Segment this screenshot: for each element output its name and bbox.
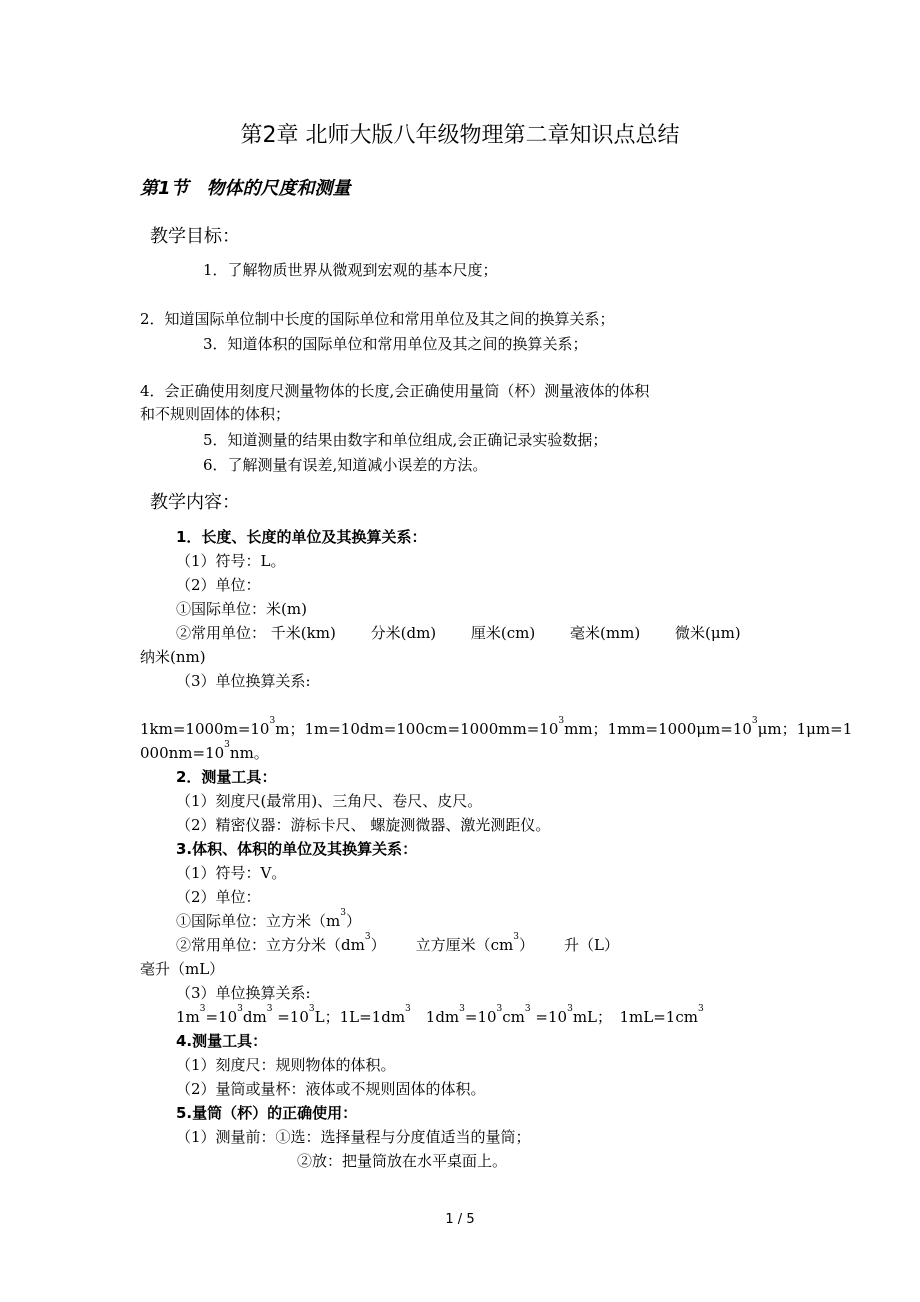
si-text: ） [345,912,361,930]
conv-text: 1dm [410,1008,460,1026]
exponent: 3 [558,716,565,726]
length-heading: 1．长度、长度的单位及其换算关系： [176,528,427,546]
volume-tool-item: （2）量筒或量杯：液体或不规则固体的体积。 [176,1080,486,1098]
volume-common-units-cont: 毫升（mL） [140,960,225,978]
volume-tools-heading: 4.测量工具： [176,1032,268,1050]
conv-text: dm [242,1008,267,1026]
conv-text: μm；1μm=1 [757,720,853,738]
length-conversion-line2 [140,742,269,763]
exponent: 3 [751,716,758,726]
goal-item: 6．了解测量有误差,知道减小误差的方法。 [203,456,488,474]
conv-text: m；1m=10dm=100cm=1000mm=10 [275,720,559,738]
goal-item: 1．了解物质世界从微观到宏观的基本尺度； [203,261,498,279]
cylinder-heading: 5.量筒（杯）的正确使用： [176,1104,358,1122]
conv-text: mm；1mm=1000μm=10 [564,720,752,738]
exponent: 3 [224,740,230,750]
exponent: 3 [496,1004,503,1014]
exponent: 3 [308,1004,315,1014]
document-title: 第2章 北师大版八年级物理第二章知识点总结 [240,123,680,148]
exponent: 3 [266,1004,273,1014]
conv-text: cm [502,1008,525,1026]
unit-dm3: 立方分米（dm [266,936,365,954]
exponent: 3 [340,908,346,918]
volume-si-unit [176,910,361,931]
common-units-label: ②常用单位： [176,624,267,642]
conv-text: L；1L=1dm [314,1008,406,1026]
exponent: 3 [513,932,519,942]
volume-conversion-line [176,1006,704,1027]
length-si-unit: ①国际单位：米(m) [176,600,307,618]
exponent: 3 [567,1004,573,1014]
goal-item: 3．知道体积的国际单位和常用单位及其之间的换算关系； [203,335,588,353]
conv-text: 1m [176,1008,200,1026]
goal-item: 5．知道测量的结果由数字和单位组成,会正确记录实验数据； [203,431,608,449]
cylinder-step: （1）测量前：①选：选择量程与分度值适当的量筒； [176,1128,531,1146]
common-units-label: ②常用单位： [176,936,267,954]
conv-text: =10 [272,1008,309,1026]
conv-text: 1km=1000m=10 [140,720,270,738]
exponent: 3 [524,1004,531,1014]
unit-cm3: 立方厘米（cm [415,936,514,954]
unit-mm: 毫米(mm) [570,624,641,642]
conv-text: =10 [530,1008,568,1026]
conv-text: =10 [464,1008,497,1026]
content-heading: 教学内容： [150,492,240,513]
cylinder-step: ②放：把量筒放在水平桌面上。 [297,1152,508,1170]
unit-cm3: ） [518,936,534,954]
exponent: 3 [364,932,371,942]
unit-dm: 分米(dm) [370,624,437,642]
exponent: 3 [237,1004,243,1014]
goal-item: 和不规则固体的体积； [140,405,291,423]
volume-conversion-label: （3）单位换算关系: [176,984,311,1002]
length-tools-heading: 2．测量工具： [176,768,277,786]
exponent: 3 [405,1004,411,1014]
conv-text: =10 [205,1008,238,1026]
unit-dm3: ） [370,936,386,954]
volume-common-units [176,934,619,955]
exponent: 3 [199,1004,206,1014]
length-common-units [176,622,741,643]
goals-heading: 教学目标： [150,226,240,247]
volume-symbol: （1）符号：V。 [176,864,287,882]
volume-heading: 3.体积、体积的单位及其换算关系： [176,840,418,858]
length-unit: （2）单位： [176,576,261,594]
exponent: 3 [697,1004,704,1014]
goal-item: 2．知道国际单位制中长度的国际单位和常用单位及其之间的换算关系； [140,310,615,328]
conv-text: 000nm=10 [140,744,225,762]
exponent: 3 [269,716,276,726]
length-tool-item: （2）精密仪器：游标卡尺、 螺旋测微器、激光测距仪。 [176,816,551,834]
section-heading: 第1节 物体的尺度和测量 [140,178,351,199]
conv-text: mL； 1mL=1cm [572,1008,698,1026]
length-symbol: （1）符号：L。 [176,552,286,570]
length-common-units-cont: 纳米(nm) [140,648,206,666]
length-tool-item: （1）刻度尺(最常用)、三角尺、卷尺、皮尺。 [176,792,483,810]
unit-cm: 厘米(cm) [470,624,536,642]
conv-text: nm。 [229,744,269,762]
unit-um: 微米(μm) [674,624,741,642]
si-text: ①国际单位：立方米（m [176,912,341,930]
unit-km: 千米(km) [270,624,336,642]
volume-unit: （2）单位： [176,888,261,906]
goal-item: 4．会正确使用刻度尺测量物体的长度,会正确使用量筒（杯）测量液体的体积 [140,382,650,400]
page-number: 1 / 5 [445,1212,475,1227]
unit-l: 升（L） [563,936,619,954]
length-conversion-label: （3）单位换算关系: [176,672,311,690]
length-conversion-line1 [140,718,852,739]
exponent: 3 [459,1004,465,1014]
volume-tool-item: （1）刻度尺：规则物体的体积。 [176,1056,396,1074]
